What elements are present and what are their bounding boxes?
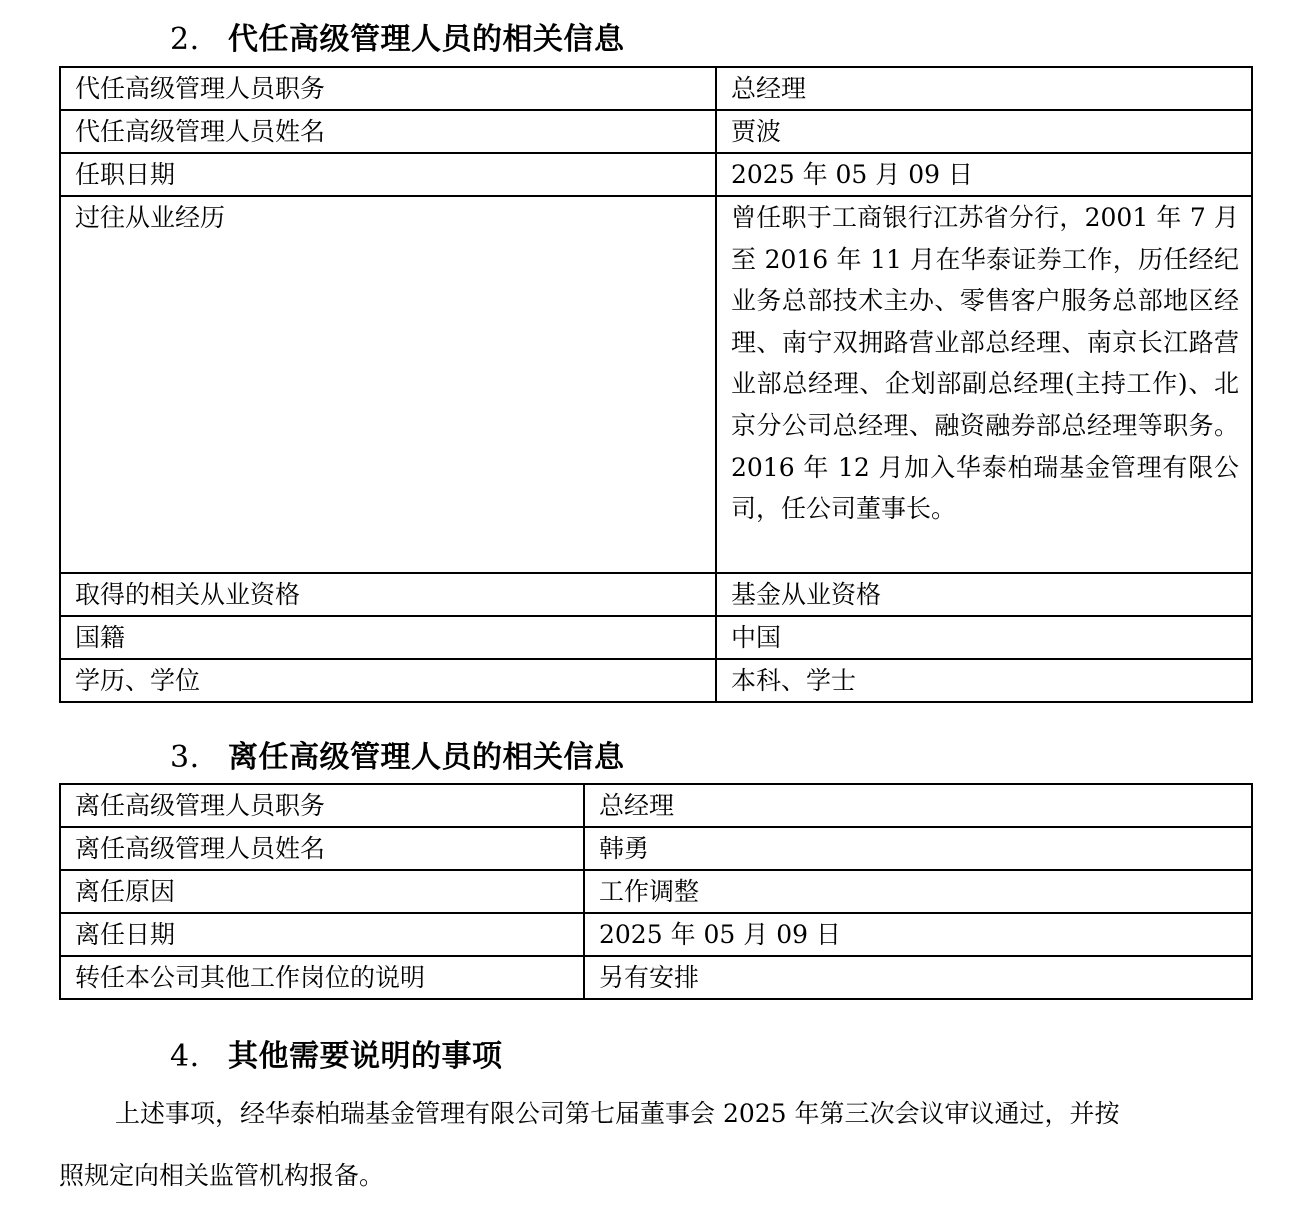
work-history-value: 曾任职于工商银行江苏省分行，2001 年 7 月至 2016 年 11 月在华泰证券工作，历任经纪业务总部技术主办、零售客户服务总部地区经理、南宁双拥路营业部总经理、南京长江路营业部总经理、企划部副总经理(主持工作)、北京分公司总经理、融资融券部总经理等职务。2016 年 12 月加入华泰柏瑞基金管理有限公司，任公司董事长。 [716,196,1252,573]
paragraph-line-2: 照规定向相关监管机构报备。 [59,1161,385,1190]
row-value: 总经理 [584,784,1252,827]
row-label: 转任本公司其他工作岗位的说明 [60,956,584,999]
section-2-title: 代任高级管理人员的相关信息 [228,22,625,57]
table-row [60,153,1252,196]
row-value: 基金从业资格 [716,573,1252,616]
row-label: 代任高级管理人员职务 [60,67,716,110]
row-label: 离任原因 [60,870,584,913]
table-row [60,870,1252,913]
table-row [60,659,1252,702]
section-3-title: 离任高级管理人员的相关信息 [228,740,625,775]
row-value: 韩勇 [584,827,1252,870]
row-label: 离任日期 [60,913,584,956]
section-2-number: 2. [170,22,200,57]
section-3-number: 3. [170,740,200,775]
table-row [60,573,1252,616]
row-value: 2025 年 05 月 09 日 [716,153,1252,196]
table-row [60,67,1252,110]
paragraph-line-1: 上述事项，经华泰柏瑞基金管理有限公司第七届董事会 2025 年第三次会议审议通过，并按 [115,1099,1120,1128]
row-value: 本科、学士 [716,659,1252,702]
section-4-title: 其他需要说明的事项 [228,1039,503,1074]
table-row [60,110,1252,153]
departing-manager-table [59,783,1253,1000]
row-value: 贾波 [716,110,1252,153]
section-2-heading [170,14,625,58]
row-label: 离任高级管理人员姓名 [60,827,584,870]
row-value: 工作调整 [584,870,1252,913]
row-value: 2025 年 05 月 09 日 [584,913,1252,956]
row-label: 离任高级管理人员职务 [60,784,584,827]
row-value: 另有安排 [584,956,1252,999]
row-value: 中国 [716,616,1252,659]
row-label: 学历、学位 [60,659,716,702]
row-value: 总经理 [716,67,1252,110]
acting-manager-table [59,66,1253,703]
table-row [60,616,1252,659]
section-4-number: 4. [170,1039,200,1074]
table-row [60,784,1252,827]
row-label: 国籍 [60,616,716,659]
row-label: 任职日期 [60,153,716,196]
table-row [60,956,1252,999]
closing-paragraph [59,1083,1251,1207]
row-label: 过往从业经历 [60,196,716,573]
table-row [60,827,1252,870]
table-row [60,196,1252,573]
table-row [60,913,1252,956]
section-4-heading [170,1031,503,1075]
row-label: 取得的相关从业资格 [60,573,716,616]
section-3-heading [170,732,625,776]
row-label: 代任高级管理人员姓名 [60,110,716,153]
